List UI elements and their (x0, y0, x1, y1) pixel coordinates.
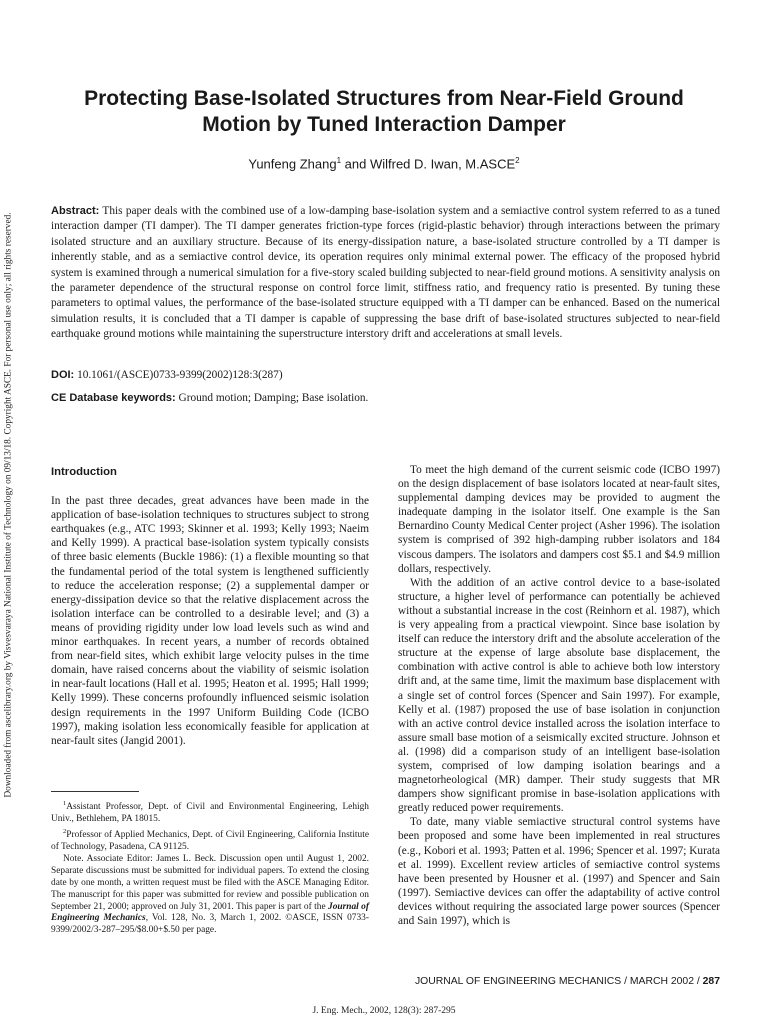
doi-label: DOI: (51, 369, 75, 381)
editorial-note-text-a: Note. Associate Editor: James L. Beck. Discussion open until August 1, 2002. Separate discussions must be submitted for individual papers. To extend the closing date by one month, a written request must be filed with the ASCE Managing Editor. The manuscript for this paper was submitted for review and possible publication on September 21, 2000; approved on July 31, 2001. This paper is part of the (51, 853, 369, 912)
editorial-note (51, 854, 369, 937)
abstract-label: Abstract: (51, 205, 100, 217)
keywords-value: Ground motion; Damping; Base isolation. (178, 392, 369, 404)
footnotes (51, 798, 369, 937)
title-line-1: Protecting Base-Isolated Structures from Near-Field Ground (84, 87, 684, 110)
footnote-2-text: Professor of Applied Mechanics, Dept. of Civil Engineering, California Institute of Technology, Pasadena, CA 91125. (51, 830, 369, 852)
running-footer (415, 976, 720, 987)
right-paragraph-3: To date, many viable semiactive structural control systems have been proposed and some have been implemented in real structures (e.g., Kobori et al. 1993; Patten et al. 1996; Spencer et al. 1997; Kurata et al. 1999). Excellent review articles of semiactive control systems have been presented by Housner et al. (1997) and Spencer and Sain (1997). Semiactive devices can offer the adaptability of active control devices without requiring the associated large power sources (Spencer and Sain 1997), which is (398, 816, 720, 927)
paper-title (40, 86, 728, 138)
keywords-line (51, 391, 720, 406)
right-paragraph-2: With the addition of an active control device to a base-isolated structure, a higher level of performance can potentially be achieved without a substantial increase in the cost (Reinhorn et al. 1987), which is very appealing from a practical viewpoint. Since base isolation by itself can reduce the interstory drift and the absolute acceleration of the structure at the expense of large absolute base displacement, the combination with active control is able to achieve both low interstory drift and, at the same time, limit the maximum base displacement with a single set of control forces (Spencer and Sain 1997). For example, Kelly et al. (1987) proposed the use of base isolation in conjunction with an active control device installed across the isolation interface to assure small base motion of a seismically excited structure. Johnson et al. (1998) did a comparison study of an intelligent base-isolation system, comprised of low damping isolation bearings and a magnetorheological (MR) damper. Their study suggests that MR dampers show significant promise in base-isolation applications with greatly reduced power requirements. (398, 576, 720, 815)
download-notice-text: Downloaded from ascelibrary.org by Visvesvaraya National Institute of Technology on 09/13/18. Copyright ASCE. For personal use only; all rights reserved. (4, 212, 15, 798)
editorial-note-text-b: , Vol. 128, No. 3, March 1, 2002. ©ASCE, ISSN 0733-9399/2002/3-287–295/$8.00+$.50 per page. (51, 913, 369, 936)
editorial-note-journal: Journal of Engineering Mechanics (51, 901, 369, 924)
abstract (51, 204, 720, 343)
left-column (51, 465, 369, 748)
keywords-label: CE Database keywords: (51, 392, 176, 404)
title-line-2: Motion by Tuned Interaction Damper (202, 113, 566, 136)
footnote-1 (51, 798, 369, 826)
footnote-1-mark: 1 (63, 800, 67, 807)
author-connector: and (341, 156, 370, 172)
author-2: Wilfred D. Iwan, M.ASCE (369, 156, 516, 172)
author-1: Yunfeng Zhang (248, 156, 337, 172)
right-column (398, 463, 720, 928)
footnote-2-mark: 2 (63, 827, 67, 835)
footnote-divider (51, 791, 139, 792)
author-2-affiliation-mark: 2 (515, 156, 520, 165)
author-list (40, 152, 728, 172)
doi-line (51, 368, 720, 383)
right-paragraph-1: To meet the high demand of the current seismic code (ICBO 1997) on the design displacement of base isolators located at near-fault sites, supplemental damping devices may be provided to augment the inadequate damping in the isolator itself. One example is the San Bernardino County Medical Center project (Asher 1996). The isolation system is comprised of 392 high-damping rubber isolators and 184 viscous dampers. The isolators and dampers cost $5.1 and $4.9 million dollars, respectively. (398, 464, 720, 575)
download-notice-sidebar (2, 180, 16, 830)
footnote-2 (51, 826, 369, 854)
introduction-paragraph-1: In the past three decades, great advances have been made in the application of base-isolation techniques to structures subject to strong earthquakes (e.g., ATC 1993; Skinner et al. 1993; Kelly 1993; Naeim and Kelly 1999). A practical base-isolation system typically consists of three basic elements (Buckle 1986): (1) a flexible mounting so that the fundamental period of the total system is lengthened sufficiently to reduce the acceleration response; (2) a supplemental damper or energy-dissipation device so that the relative displacement across the isolation interface can be controlled to a desirable level; and (3) a means of providing rigidity under low load levels such as wind and minor earthquakes. In recent years, a number of records obtained from near-field sites, which exhibit large velocity pulses in the time domain, have raised concerns about the viability of seismic isolation in near-fault locations (Hall et al. 1995; Heaton et al. 1995; Hall 1999; Kelly 1999). These concerns profoundly influenced seismic isolation design requirements in the 1997 Uniform Building Code (ICBO 1997), making isolation less economically feasible for application at near-fault sites (Jangid 2001). (51, 495, 369, 747)
citation-line: J. Eng. Mech., 2002, 128(3): 287-295 (312, 1006, 456, 1016)
running-footer-text: JOURNAL OF ENGINEERING MECHANICS / MARCH 2002 / (414, 976, 703, 987)
page-number: 287 (702, 976, 720, 987)
author-1-affiliation-mark: 1 (336, 156, 342, 165)
doi-value: 10.1061/(ASCE)0733-9399(2002)128:3(287) (77, 369, 283, 381)
abstract-text: This paper deals with the combined use of a low-damping base-isolation system and a semiactive control system referred to as a tuned interaction damper (TI damper). The TI damper generates friction-type forces (rigid-plastic behavior) through interactions between the primary isolated structure and an auxiliary structure. Because of its energy-dissipation nature, a base-isolated structure controlled by a TI damper is inherently stable, and as a semiactive control device, its operation requires only minimal external power. The efficacy of the proposed hybrid system is examined through a numerical simulation for a five-story scaled building subjected to near-field ground motions. A sensitivity analysis on the parameter dependence of the structural response on control force limit, stiffness ratio, and frequency ratio is presented. By tuning these parameters to optimal values, the performance of the base-isolated structure equipped with a TI damper can be enhanced. Based on the numerical simulation results, it is concluded that a TI damper is capable of suppressing the base drift of base-isolated structures subjected to near-field earthquake ground motions while maintaining the superstructure interstory drift and accelerations at small levels. (51, 205, 720, 341)
footnote-1-text: Assistant Professor, Dept. of Civil and Environmental Engineering, Lehigh Univ., Bethlehem, PA 18015. (51, 802, 369, 825)
introduction-heading: Introduction (51, 466, 117, 478)
